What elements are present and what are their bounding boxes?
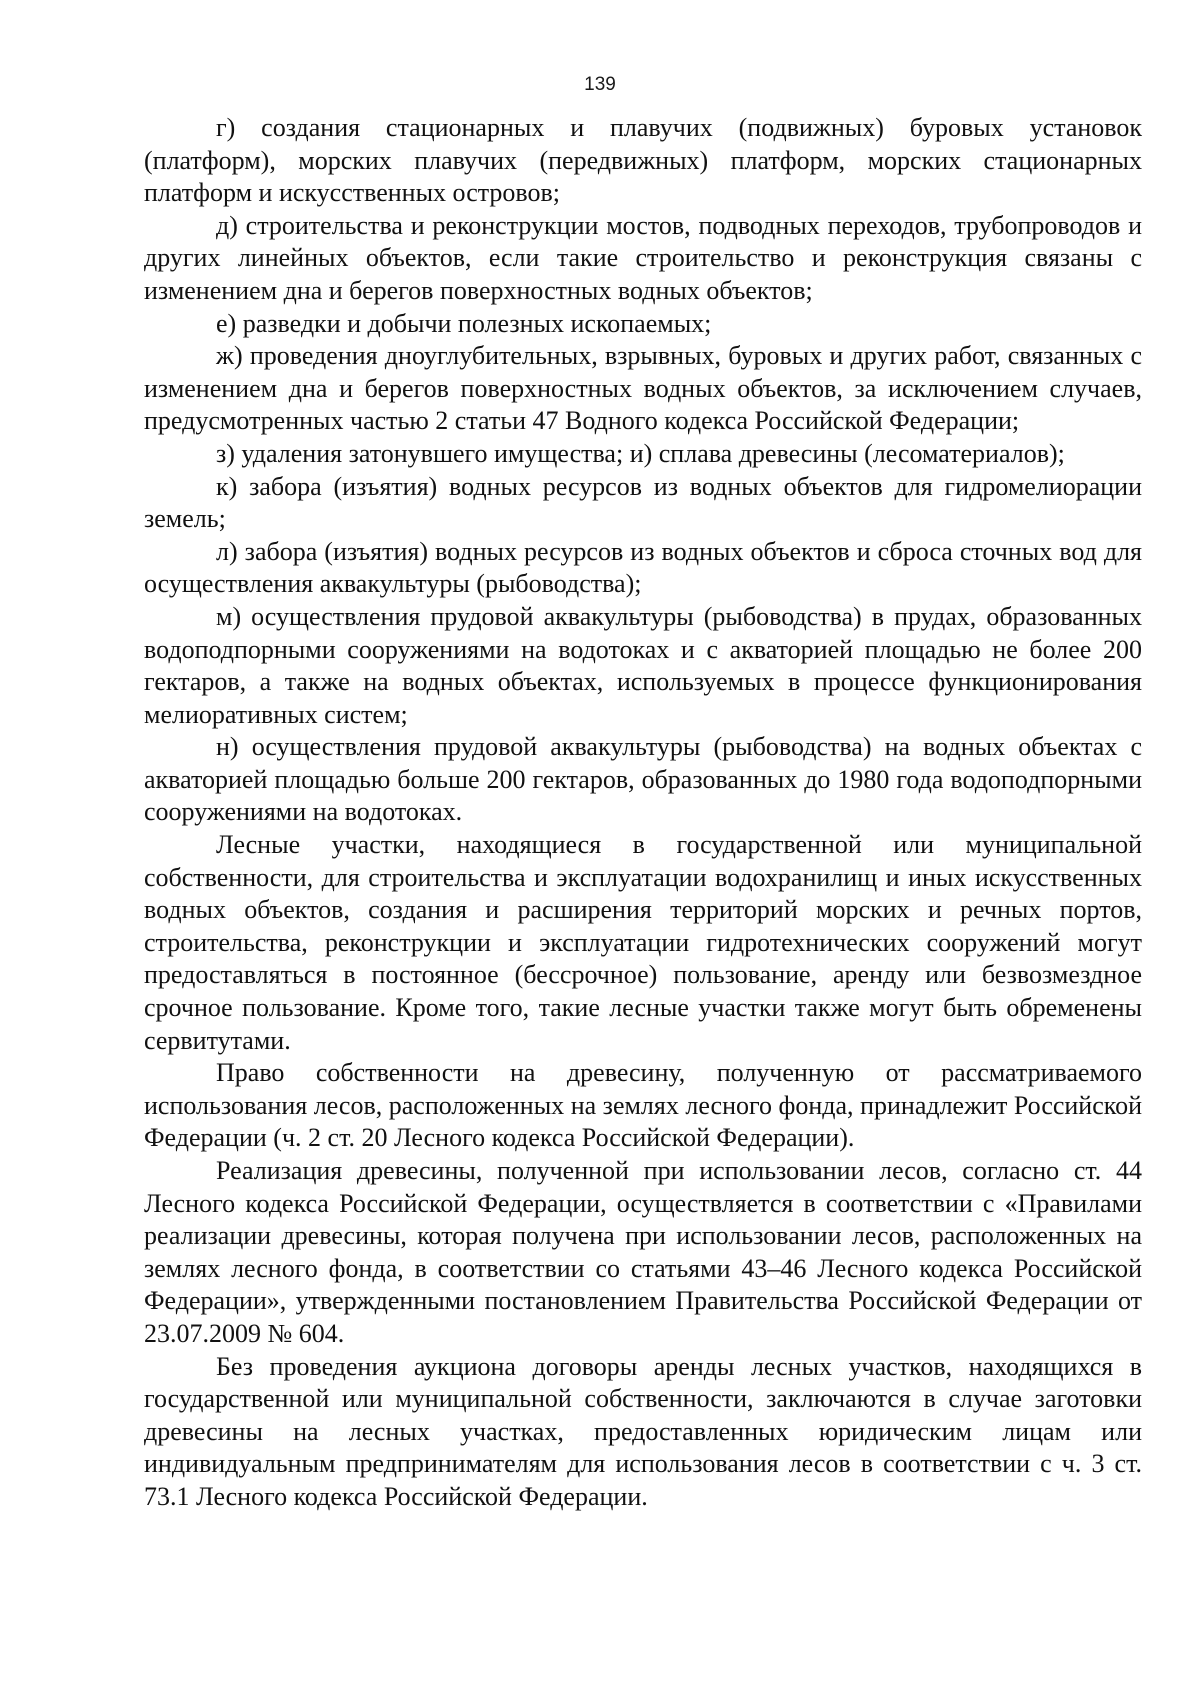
paragraph-item-d: д) строительства и реконструкции мостов, подводных переходов, трубопроводов и других линейных объектов, если такие строительство и реконструкция связаны с изменением дна и берегов поверхностных водных объектов; <box>144 210 1142 305</box>
paragraph-lease-without-auction: Без проведения аукциона договоры аренды лесных участков, находящихся в государственной или муниципальной собственности, заключаются в случае заготовки древесины на лесных участках, предоставленных юридическим лицам или индивидуальным предпринимателям для использования лесов в соответствии с ч. 3 ст. 73.1 Лесного кодекса Российской Федерации. <box>144 1351 1142 1511</box>
paragraph-item-g: г) создания стационарных и плавучих (подвижных) буровых установок (платформ), морских плавучих (передвижных) платформ, морских стационарных платформ и искусственных островов; <box>144 113 1142 208</box>
page-number: 139 <box>584 74 616 95</box>
paragraph-item-zh: ж) проведения дноуглубительных, взрывных, буровых и других работ, связанных с изменением дна и берегов поверхностных водных объектов, за исключением случаев, предусмотренных частью 2 статьи 47 Водного кодекса Российской Федерации; <box>144 341 1142 436</box>
paragraph-item-m: м) осуществления прудовой аквакультуры (рыбоводства) в прудах, образованных водоподпорными сооружениями на водотоках и с акваторией площадью не более 200 гектаров, а также на водных объектах, используемых в процессе функционирования мелиоративных систем; <box>144 601 1142 729</box>
paragraph-item-e: е) разведки и добычи полезных ископаемых; <box>216 308 712 338</box>
paragraph-item-n: н) осуществления прудовой аквакультуры (рыбоводства) на водных объектах с акваторией площадью больше 200 гектаров, образованных до 1980 года водоподпорными сооружениями на водотоках. <box>144 732 1142 827</box>
paragraph-forest-plots: Лесные участки, находящиеся в государственной или муниципальной собственности, для строительства и эксплуатации водохранилищ и иных искусственных водных объектов, создания и расширения территорий морских и речных портов, строительства, реконструкции и эксплуатации гидротехнических сооружений могут предоставляться в постоянное (бессрочное) пользование, аренду или безвозмездное срочное пользование. Кроме того, такие лесные участки также могут быть обременены сервитутами. <box>144 830 1142 1055</box>
document-body <box>144 112 1142 1514</box>
paragraph-wood-sale: Реализация древесины, полученной при использовании лесов, согласно ст. 44 Лесного кодекса Российской Федерации, осуществляется в соответствии с «Правилами реализации древесины, которая получена при использовании лесов, расположенных на землях лесного фонда, в соответствии со статьями 43–46 Лесного кодекса Российской Федерации», утвержденными постановлением Правительства Российской Федерации от 23.07.2009 № 604. <box>144 1156 1142 1348</box>
paragraph-wood-ownership: Право собственности на древесину, полученную от рассматриваемого использования лесов, расположенных на землях лесного фонда, принадлежит Российской Федерации (ч. 2 ст. 20 Лесного кодекса Российской Федерации). <box>144 1058 1142 1153</box>
paragraph-item-z-i: з) удаления затонувшего имущества; и) сплава древесины (лесоматериалов); <box>216 438 1065 468</box>
paragraph-item-l: л) забора (изъятия) водных ресурсов из водных объектов и сброса сточных вод для осуществления аквакультуры (рыбоводства); <box>144 536 1142 599</box>
paragraph-item-k: к) забора (изъятия) водных ресурсов из водных объектов для гидромелиорации земель; <box>144 471 1142 534</box>
